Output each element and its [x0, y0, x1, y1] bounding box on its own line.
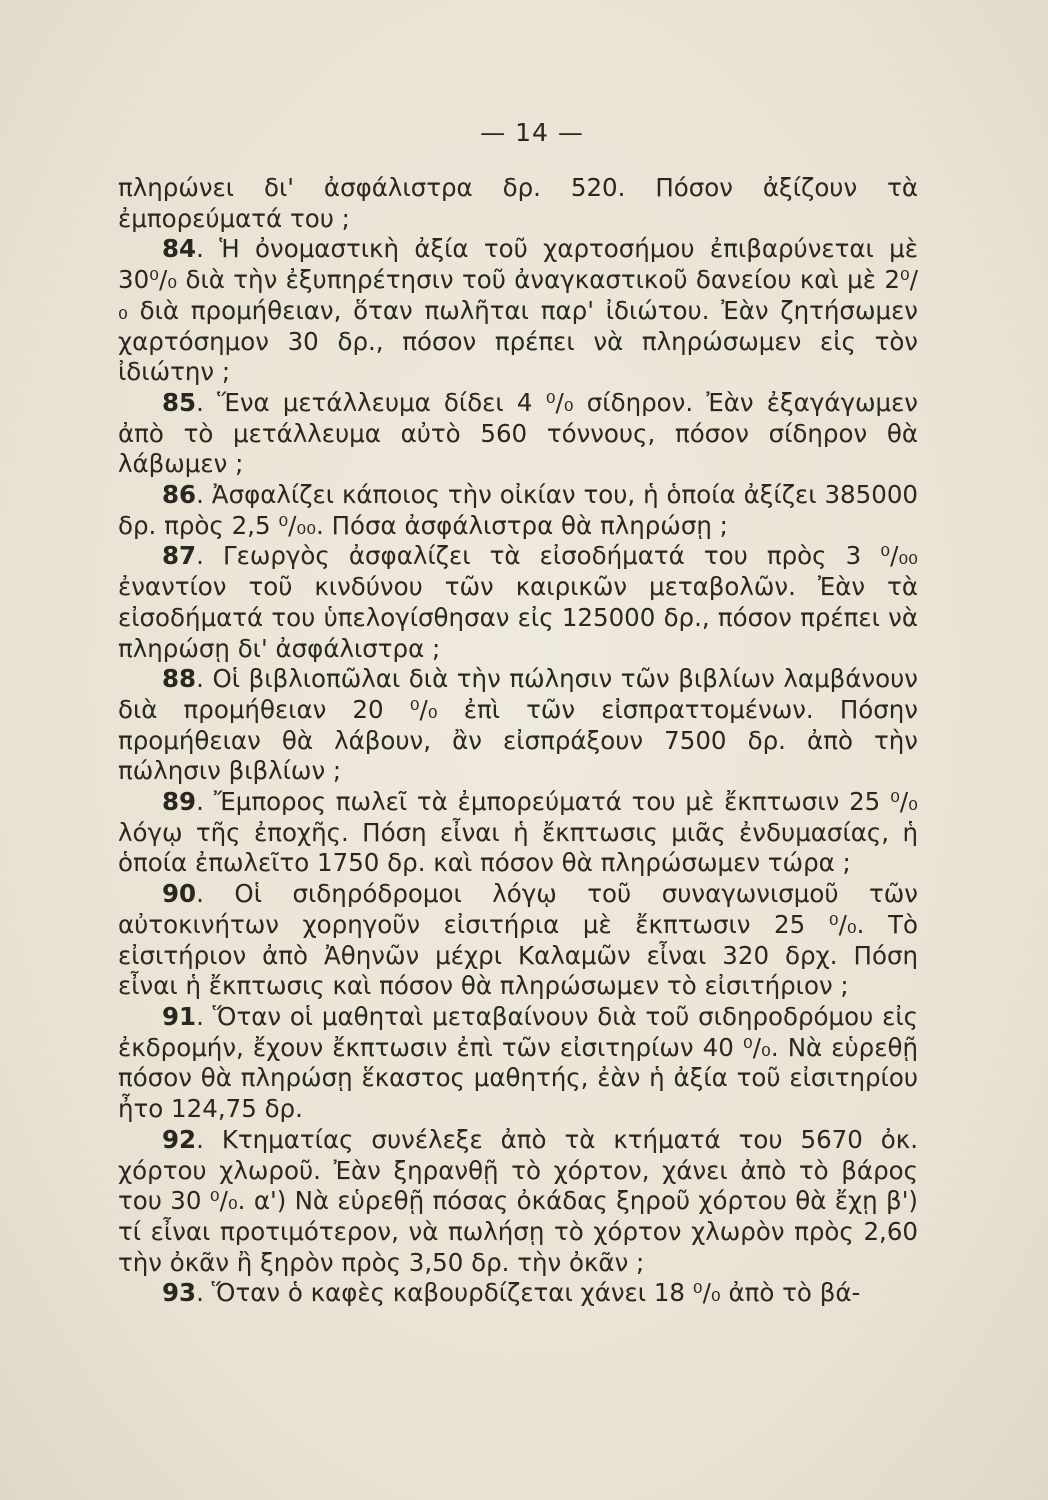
problem-number: 87 — [162, 541, 197, 571]
problem-number: 93 — [162, 1278, 197, 1308]
paragraph-text: πληρώνει δι' ἀσφάλιστρα δρ. 520. Πόσον ἀξίζουν τὰ ἐμπορεύματά του ; — [118, 173, 918, 233]
problem-text: . Κτηματίας συνέλεξε ἀπὸ τὰ κτήματά του 5670 ὀκ. χόρτου χλωροῦ. Ἐὰν ξηρανθῇ τὸ χόρτον, χάνει ἀπὸ τὸ βάρος του 30 ⁰/₀. α') Νὰ εὑρεθῇ πόσας ὀκάδας ξηροῦ χόρτου θὰ ἔχῃ β') τί εἶναι προτιμότερον, νὰ πωλήσῃ τὸ χόρτον χλωρὸν πρὸς 2,60 τὴν ὀκᾶν ἢ ξηρὸν πρὸς 3,50 δρ. τὴν ὀκᾶν ; — [118, 1124, 918, 1277]
page-body — [118, 173, 918, 1309]
problem-text: . Ὅταν ὁ καφὲς καβουρδίζεται χάνει 18 ⁰/₀ ἀπὸ τὸ βά- — [196, 1278, 861, 1308]
continuation-paragraph — [118, 173, 918, 234]
problem-number: 84 — [162, 234, 197, 264]
problem-text: . Οἱ βιβλιοπῶλαι διὰ τὴν πώλησιν τῶν βιβλίων λαμβάνουν διὰ προμήθειαν 20 ⁰/₀ ἐπὶ τῶν εἰσπραττομένων. Πόσην προμήθειαν θὰ λάβουν, ἂν εἰσπράξουν 7500 δρ. ἀπὸ τὴν πώλησιν βιβλίων ; — [118, 664, 918, 786]
problem-88 — [118, 664, 918, 787]
problem-90 — [118, 879, 918, 1002]
problem-number: 91 — [162, 1001, 197, 1031]
problem-number: 90 — [162, 879, 197, 909]
problem-number: 89 — [162, 787, 197, 817]
problem-number: 85 — [162, 387, 197, 417]
problem-91 — [118, 1002, 918, 1125]
problem-number: 88 — [162, 664, 197, 694]
problem-number: 86 — [162, 480, 197, 510]
problem-text: . Γεωργὸς ἀσφαλίζει τὰ εἰσοδήματά του πρὸς 3 ⁰/₀₀ ἐναντίον τοῦ κινδύνου τῶν καιρικῶν μεταβολῶν. Ἐὰν τὰ εἰσοδήματά του ὑπελογίσθησαν εἰς 125000 δρ., πόσον πρέπει νὰ πληρώσῃ δι' ἀσφάλιστρα ; — [118, 541, 918, 663]
problem-87 — [118, 541, 918, 664]
problem-89 — [118, 787, 918, 879]
problem-text: . Ὅταν οἱ μαθηταὶ μεταβαίνουν διὰ τοῦ σιδηροδρόμου εἰς ἐκδρομήν, ἔχουν ἔκπτωσιν ἐπὶ τῶν εἰσιτηρίων 40 ⁰/₀. Νὰ εὑρεθῇ πόσον θὰ πληρώσῃ ἕκαστος μαθητής, ἐὰν ἡ ἀξία τοῦ εἰσιτηρίου ἦτο 124,75 δρ. — [118, 1001, 918, 1124]
problem-84 — [118, 234, 918, 388]
problem-text: . Ἔμπορος πωλεῖ τὰ ἐμπορεύματά του μὲ ἔκπτωσιν 25 ⁰/₀ λόγῳ τῆς ἐποχῆς. Πόση εἶναι ἡ ἔκπτωσις μιᾶς ἐνδυμασίας, ἡ ὁποία ἐπωλεῖτο 1750 δρ. καὶ πόσον θὰ πληρώσωμεν τώρα ; — [118, 787, 918, 878]
problem-text: . Ἀσφαλίζει κάποιος τὴν οἰκίαν του, ἡ ὁποία ἀξίζει 385000 δρ. πρὸς 2,5 ⁰/₀₀. Πόσα ἀσφάλιστρα θὰ πληρώσῃ ; — [118, 480, 918, 540]
problem-text: . Ἡ ὀνομαστικὴ ἀξία τοῦ χαρτοσήμου ἐπιβαρύνεται μὲ 30⁰/₀ διὰ τὴν ἐξυπηρέτησιν τοῦ ἀναγκαστικοῦ δανείου καὶ μὲ 2⁰/₀ διὰ προμήθειαν, ὅταν πωλῆται παρ' ἰδιώτου. Ἐὰν ζητήσωμεν χαρτόσημον 30 δρ., πόσον πρέπει νὰ πληρώσωμεν εἰς τὸν ἰδιώτην ; — [118, 234, 918, 387]
problem-number: 92 — [162, 1124, 197, 1154]
problem-text: . Οἱ σιδηρόδρομοι λόγῳ τοῦ συναγωνισμοῦ τῶν αὐτοκινήτων χορηγοῦν εἰσιτήρια μὲ ἔκπτωσιν 25 ⁰/₀. Τὸ εἰσιτήριον ἀπὸ Ἀθηνῶν μέχρι Καλαμῶν εἶναι 320 δρχ. Πόση εἶναι ἡ ἔκπτωσις καὶ πόσον θὰ πληρώσωμεν τὸ εἰσιτήριον ; — [118, 879, 918, 1001]
problem-85 — [118, 388, 918, 480]
problem-93 — [118, 1278, 918, 1309]
page-number: — 14 — — [480, 118, 584, 147]
problem-86 — [118, 480, 918, 541]
problem-text: . Ἕνα μετάλλευμα δίδει 4 ⁰/₀ σίδηρον. Ἐὰν ἐξαγάγωμεν ἀπὸ τὸ μετάλλευμα αὐτὸ 560 τόννους, πόσον σίδηρον θὰ λάβωμεν ; — [118, 387, 918, 479]
problem-92 — [118, 1125, 918, 1279]
